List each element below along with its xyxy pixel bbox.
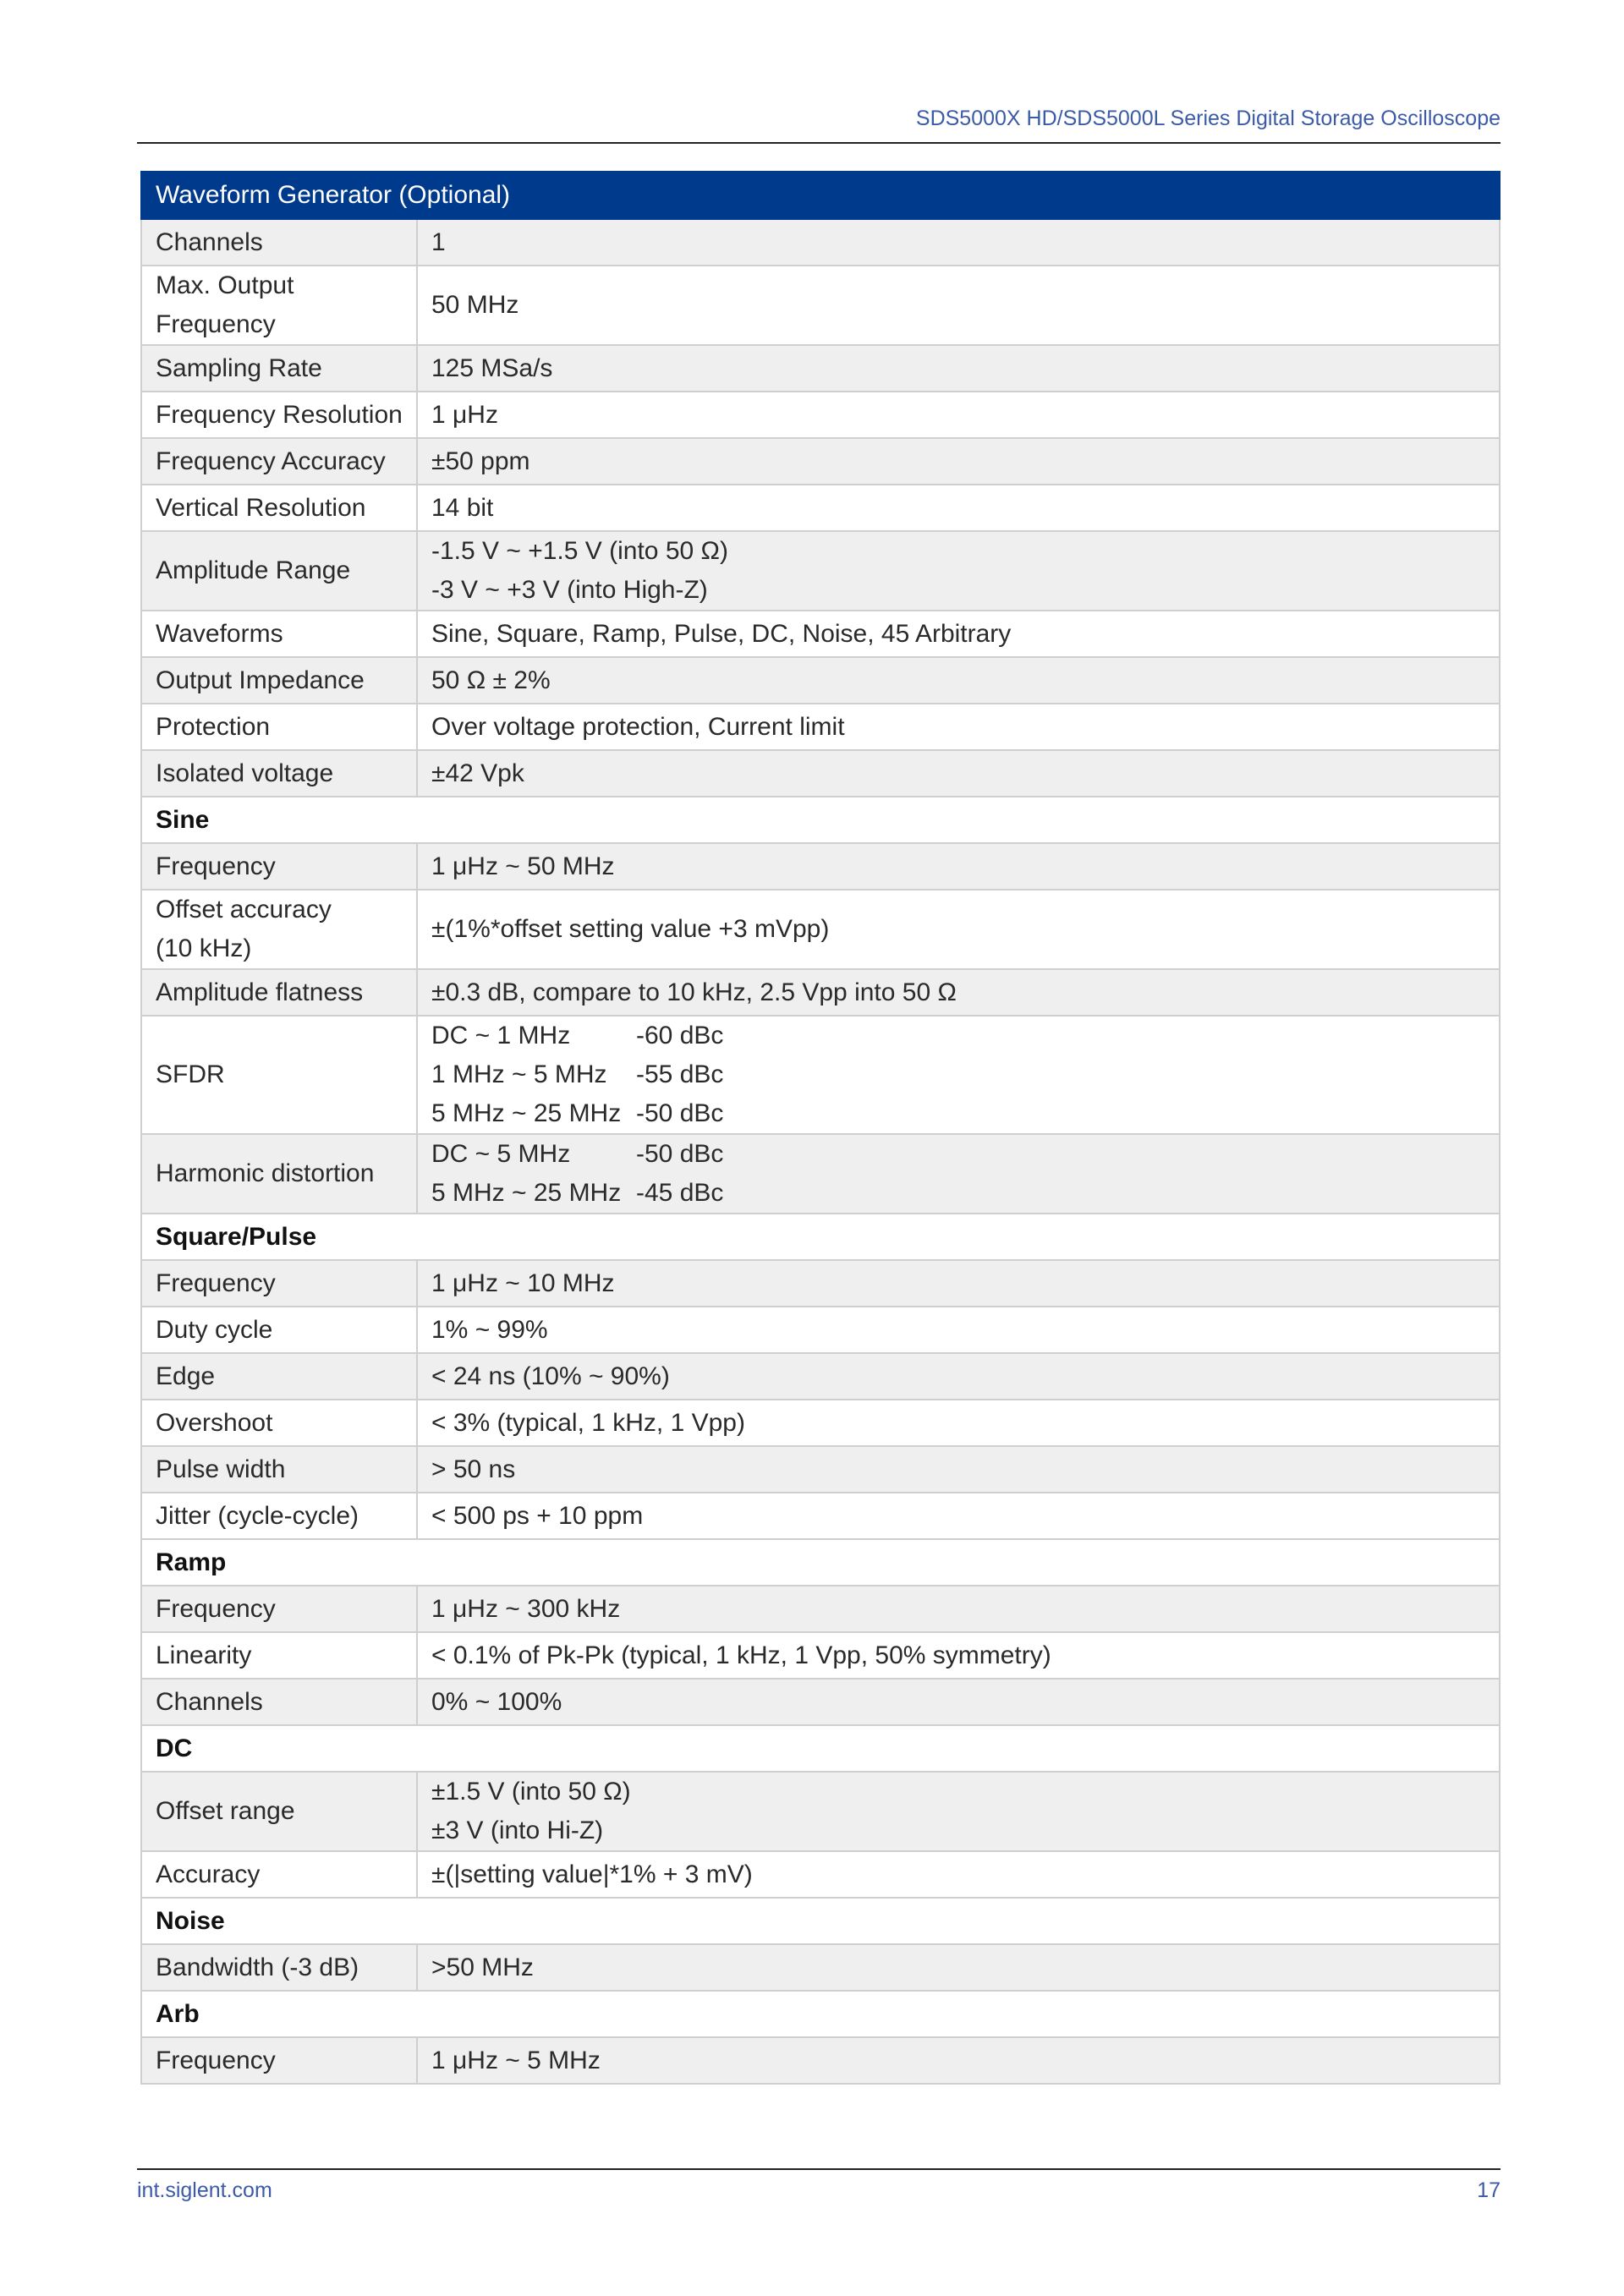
table-row bbox=[141, 1586, 1500, 1632]
table-row bbox=[141, 1260, 1500, 1307]
spec-label: Offset range bbox=[141, 1772, 417, 1851]
spec-label: Isolated voltage bbox=[141, 750, 417, 797]
spec-label: Frequency bbox=[141, 1586, 417, 1632]
spec-label: Frequency bbox=[141, 843, 417, 890]
section-title: DC bbox=[141, 1725, 1500, 1772]
frequency-range: 5 MHz ~ 25 MHz bbox=[431, 1099, 622, 1127]
spec-label: Frequency bbox=[141, 2037, 417, 2084]
spec-label: Accuracy bbox=[141, 1851, 417, 1898]
table-row bbox=[141, 611, 1500, 657]
table-row bbox=[141, 1307, 1500, 1353]
spec-value: 125 MSa/s bbox=[417, 345, 1500, 392]
spec-value: 1 bbox=[417, 219, 1500, 266]
table-row bbox=[141, 2037, 1500, 2084]
spec-label-line: (10 kHz) bbox=[156, 934, 252, 962]
spec-label: Protection bbox=[141, 704, 417, 750]
table-row bbox=[141, 890, 1500, 969]
table-title: Waveform Generator (Optional) bbox=[141, 172, 1500, 219]
spec-label: Linearity bbox=[141, 1632, 417, 1679]
range-value: -55 dBc bbox=[636, 1060, 724, 1088]
table-row bbox=[141, 1446, 1500, 1493]
table-row bbox=[141, 843, 1500, 890]
spec-value: ±50 ppm bbox=[417, 438, 1500, 485]
spec-range-line bbox=[431, 1016, 1485, 1055]
spec-value: ±(|setting value|*1% + 3 mV) bbox=[417, 1851, 1500, 1898]
spec-range-line bbox=[431, 1094, 1485, 1133]
section-header-row bbox=[141, 1898, 1500, 1944]
spec-value bbox=[417, 1772, 1500, 1851]
table-row bbox=[141, 392, 1500, 438]
table-title-row bbox=[141, 172, 1500, 219]
spec-value: < 500 ps + 10 ppm bbox=[417, 1493, 1500, 1539]
spec-label: Output Impedance bbox=[141, 657, 417, 704]
table-row bbox=[141, 485, 1500, 531]
spec-value-line: ±1.5 V (into 50 Ω) bbox=[431, 1778, 631, 1806]
table-row bbox=[141, 1944, 1500, 1991]
table-row bbox=[141, 219, 1500, 266]
range-value: -50 dBc bbox=[636, 1140, 724, 1168]
spec-label: Edge bbox=[141, 1353, 417, 1400]
spec-value: > 50 ns bbox=[417, 1446, 1500, 1493]
spec-label: Jitter (cycle-cycle) bbox=[141, 1493, 417, 1539]
spec-label: Overshoot bbox=[141, 1400, 417, 1446]
section-header-row bbox=[141, 1725, 1500, 1772]
spec-value: 1 μHz ~ 10 MHz bbox=[417, 1260, 1500, 1307]
table-row bbox=[141, 750, 1500, 797]
spec-label: Sampling Rate bbox=[141, 345, 417, 392]
spec-label: Frequency Resolution bbox=[141, 392, 417, 438]
spec-label: Amplitude flatness bbox=[141, 969, 417, 1016]
spec-label: SFDR bbox=[141, 1016, 417, 1134]
range-value: -45 dBc bbox=[636, 1179, 724, 1207]
footer-website[interactable]: int.siglent.com bbox=[137, 2178, 272, 2202]
spec-value: 1 μHz ~ 5 MHz bbox=[417, 2037, 1500, 2084]
spec-label: Frequency bbox=[141, 1260, 417, 1307]
spec-value: Over voltage protection, Current limit bbox=[417, 704, 1500, 750]
section-title: Noise bbox=[141, 1898, 1500, 1944]
section-title: Ramp bbox=[141, 1539, 1500, 1586]
range-value: -50 dBc bbox=[636, 1099, 724, 1127]
table-row bbox=[141, 1134, 1500, 1214]
spec-label: Frequency Accuracy bbox=[141, 438, 417, 485]
waveform-generator-spec-table bbox=[140, 171, 1501, 2085]
spec-value: 50 Ω ± 2% bbox=[417, 657, 1500, 704]
spec-value: Sine, Square, Ramp, Pulse, DC, Noise, 45 Arbitrary bbox=[417, 611, 1500, 657]
spec-label: Harmonic distortion bbox=[141, 1134, 417, 1214]
spec-label: Channels bbox=[141, 1679, 417, 1725]
section-header-row bbox=[141, 1991, 1500, 2037]
spec-value bbox=[417, 531, 1500, 611]
spec-value-line: -3 V ~ +3 V (into High-Z) bbox=[431, 576, 708, 604]
document-title: SDS5000X HD/SDS5000L Series Digital Storage Oscilloscope bbox=[915, 107, 1501, 130]
table-row bbox=[141, 531, 1500, 611]
frequency-range: DC ~ 5 MHz bbox=[431, 1140, 571, 1168]
table-row bbox=[141, 1353, 1500, 1400]
spec-value-line: -1.5 V ~ +1.5 V (into 50 Ω) bbox=[431, 537, 728, 565]
table-row bbox=[141, 704, 1500, 750]
spec-value: ±0.3 dB, compare to 10 kHz, 2.5 Vpp into 50 Ω bbox=[417, 969, 1500, 1016]
table-row bbox=[141, 1632, 1500, 1679]
spec-value: < 24 ns (10% ~ 90%) bbox=[417, 1353, 1500, 1400]
section-title: Arb bbox=[141, 1991, 1500, 2037]
section-title: Square/Pulse bbox=[141, 1214, 1500, 1260]
spec-range-line bbox=[431, 1174, 1485, 1213]
table-row bbox=[141, 266, 1500, 345]
frequency-range: 1 MHz ~ 5 MHz bbox=[431, 1060, 607, 1088]
section-header-row bbox=[141, 797, 1500, 843]
table-row bbox=[141, 1772, 1500, 1851]
spec-range-line bbox=[431, 1135, 1485, 1174]
table-row bbox=[141, 1493, 1500, 1539]
table-row bbox=[141, 438, 1500, 485]
spec-value: >50 MHz bbox=[417, 1944, 1500, 1991]
spec-label: Amplitude Range bbox=[141, 531, 417, 611]
page-number: 17 bbox=[1477, 2178, 1501, 2202]
frequency-range: 5 MHz ~ 25 MHz bbox=[431, 1179, 622, 1207]
spec-value: 1 μHz ~ 300 kHz bbox=[417, 1586, 1500, 1632]
section-header-row bbox=[141, 1539, 1500, 1586]
spec-value: ±42 Vpk bbox=[417, 750, 1500, 797]
table-row bbox=[141, 969, 1500, 1016]
spec-label: Waveforms bbox=[141, 611, 417, 657]
table-row bbox=[141, 1400, 1500, 1446]
page-header bbox=[137, 107, 1501, 144]
spec-label-line: Max. Output bbox=[156, 271, 294, 299]
page-footer bbox=[137, 2168, 1501, 2203]
spec-value-line: ±3 V (into Hi-Z) bbox=[431, 1817, 604, 1844]
spec-value: < 3% (typical, 1 kHz, 1 Vpp) bbox=[417, 1400, 1500, 1446]
spec-label-line: Offset accuracy bbox=[156, 896, 332, 923]
spec-value bbox=[417, 1134, 1500, 1214]
table-row bbox=[141, 345, 1500, 392]
spec-value: ±(1%*offset setting value +3 mVpp) bbox=[417, 890, 1500, 969]
spec-label: Vertical Resolution bbox=[141, 485, 417, 531]
spec-label: Channels bbox=[141, 219, 417, 266]
spec-value: 1 μHz bbox=[417, 392, 1500, 438]
spec-range-line bbox=[431, 1055, 1485, 1094]
section-header-row bbox=[141, 1214, 1500, 1260]
frequency-range: DC ~ 1 MHz bbox=[431, 1022, 571, 1049]
table-row bbox=[141, 1016, 1500, 1134]
spec-label: Pulse width bbox=[141, 1446, 417, 1493]
table-row bbox=[141, 657, 1500, 704]
table-row bbox=[141, 1679, 1500, 1725]
spec-value: 0% ~ 100% bbox=[417, 1679, 1500, 1725]
spec-value: 14 bit bbox=[417, 485, 1500, 531]
spec-value: 50 MHz bbox=[417, 266, 1500, 345]
spec-label bbox=[141, 266, 417, 345]
section-title: Sine bbox=[141, 797, 1500, 843]
spec-value: 1% ~ 99% bbox=[417, 1307, 1500, 1353]
spec-value: < 0.1% of Pk-Pk (typical, 1 kHz, 1 Vpp, 50% symmetry) bbox=[417, 1632, 1500, 1679]
spec-label: Bandwidth (-3 dB) bbox=[141, 1944, 417, 1991]
spec-label bbox=[141, 890, 417, 969]
spec-value bbox=[417, 1016, 1500, 1134]
table-row bbox=[141, 1851, 1500, 1898]
spec-value: 1 μHz ~ 50 MHz bbox=[417, 843, 1500, 890]
spec-label: Duty cycle bbox=[141, 1307, 417, 1353]
spec-label-line: Frequency bbox=[156, 310, 276, 338]
range-value: -60 dBc bbox=[636, 1022, 724, 1049]
